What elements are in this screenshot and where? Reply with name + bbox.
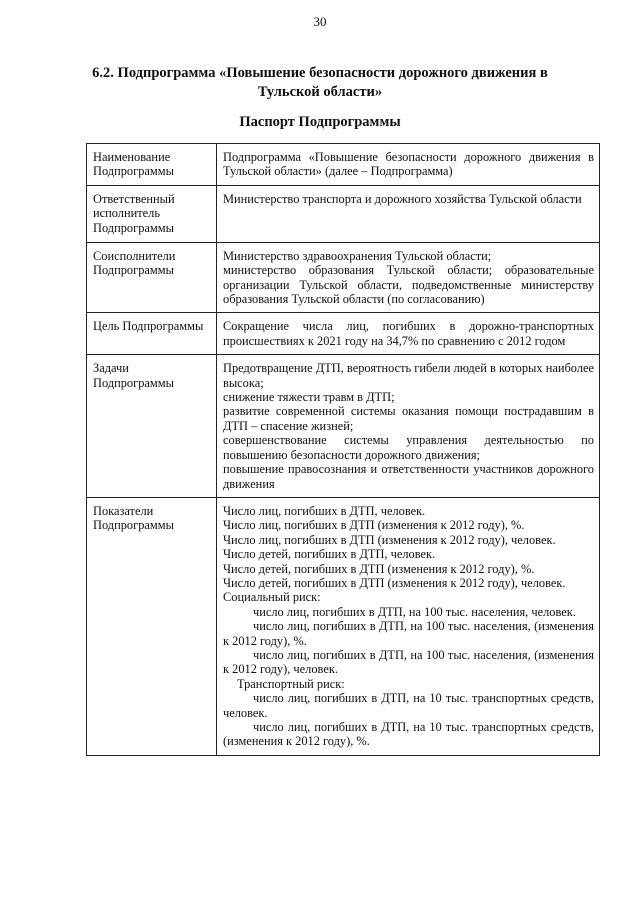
value-line: совершенствование системы управления деятельностью по повышению безопасности дорожного движения; (223, 433, 594, 462)
row-label-goal: Цель Подпрограммы (87, 313, 217, 355)
value-line: Министерство здравоохранения Тульской области; (223, 248, 492, 263)
value-line: министерство образования Тульской области; образовательные организации Тульской области, подведомственные министерству образования Тульской области (по согласованию) (223, 263, 594, 307)
table-row (87, 497, 600, 755)
value-line: Министерство транспорта и дорожного хозяйства Тульской области (223, 191, 582, 206)
value-line: Число лиц, погибших в ДТП (изменения к 2012 году), человек. (223, 532, 556, 547)
value-line: число лиц, погибших в ДТП, на 10 тыс. транспортных средств, (изменения к 2012 году), %. (223, 720, 594, 749)
row-value-coexecutors (217, 242, 600, 313)
passport-table (86, 143, 600, 756)
value-line: число лиц, погибших в ДТП, на 100 тыс. населения, (изменения к 2012 году), человек. (223, 647, 594, 677)
row-value-name (217, 144, 600, 186)
row-label-executor: Ответственный исполнитель Подпрограммы (87, 185, 217, 242)
value-line: число лиц, погибших в ДТП, на 100 тыс. населения, (изменения к 2012 году), %. (223, 619, 594, 648)
table-row (87, 185, 600, 242)
value-line: Число детей, погибших в ДТП (изменения к 2012 году), человек. (223, 575, 566, 590)
value-line: Транспортный риск: (237, 676, 345, 691)
value-line: Сокращение числа лиц, погибших в дорожно-транспортных происшествиях к 2021 году на 34,7% по сравнению с 2012 годом (223, 319, 594, 348)
value-line: Подпрограмма «Повышение безопасности дорожного движения в Тульской области» (далее – Подпрограмма) (223, 150, 594, 179)
value-line: число лиц, погибших в ДТП, на 100 тыс. населения, человек. (253, 604, 576, 619)
value-line: развитие современной системы оказания помощи пострадавшим в ДТП – спасение жизней; (223, 404, 594, 433)
value-line: повышение правосознания и ответственности участников дорожного движения (223, 462, 594, 491)
value-line: Число детей, погибших в ДТП, человек. (223, 547, 436, 562)
passport-heading: Паспорт Подпрограммы (239, 114, 401, 130)
row-label-tasks: Задачи Подпрограммы (87, 355, 217, 498)
table-row (87, 242, 600, 313)
row-value-tasks (217, 355, 600, 498)
value-line: Социальный риск: (223, 590, 321, 605)
row-label-name: Наименование Подпрограммы (87, 144, 217, 186)
row-value-goal (217, 313, 600, 355)
value-line: Число лиц, погибших в ДТП, человек. (223, 503, 426, 518)
row-label-coexecutors: Соисполнители Подпрограммы (87, 242, 217, 313)
value-line: Число детей, погибших в ДТП (изменения к 2012 году), %. (223, 561, 535, 576)
value-line: Предотвращение ДТП, вероятность гибели людей в которых наиболее высока; (223, 361, 594, 390)
value-line: Число лиц, погибших в ДТП (изменения к 2012 году), %. (223, 518, 525, 533)
value-line: снижение тяжести травм в ДТП; (223, 390, 395, 405)
table-row (87, 144, 600, 186)
section-title: 6.2. Подпрограмма «Повышение безопасности дорожного движения в Тульской области» (92, 65, 548, 100)
table-row (87, 313, 600, 355)
row-value-indicators (217, 497, 600, 755)
row-label-indicators: Показатели Подпрограммы (87, 497, 217, 755)
value-line: число лиц, погибших в ДТП, на 10 тыс. транспортных средств, человек. (223, 691, 594, 720)
page-number: 30 (313, 14, 327, 29)
table-row (87, 355, 600, 498)
row-value-executor (217, 185, 600, 242)
